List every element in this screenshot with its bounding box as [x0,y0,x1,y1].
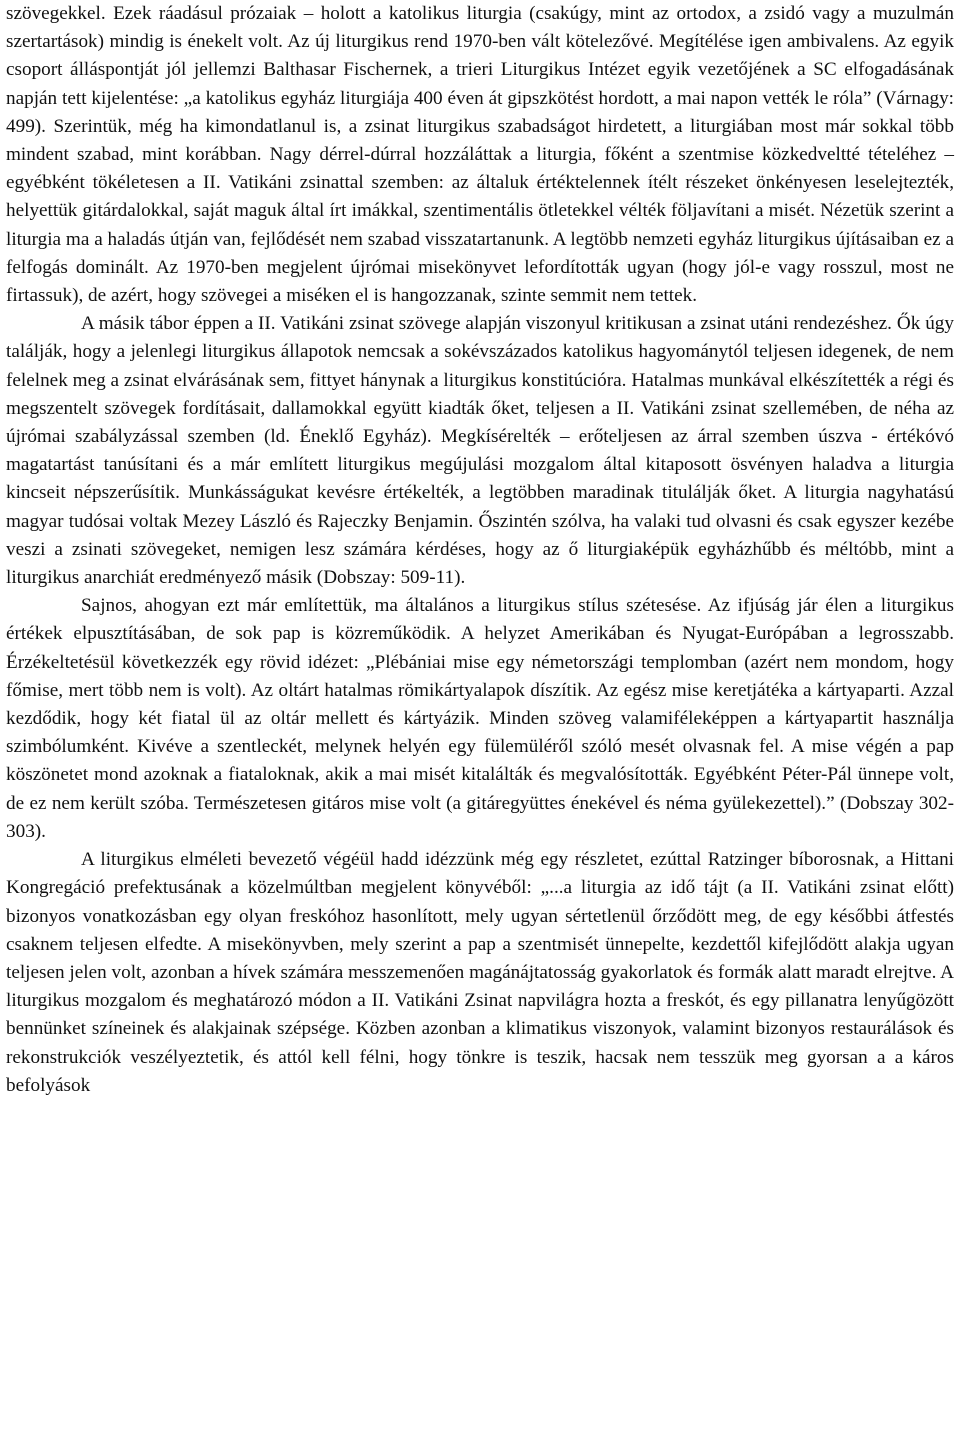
paragraph-2: A másik tábor éppen a II. Vatikáni zsinat szövege alapján viszonyul kritikusan a zsinat utáni rendezéshez. Ők úgy találják, hogy a jelenlegi liturgikus állapotok nemcsak a sokévszázados katolikus hagyománytól teljesen idegenek, de nem felelnek meg a zsinat elvárásának sem, fittyet hánynak a liturgikus konstitúcióra. Hatalmas munkával elkészítették a régi és megszentelt szövegek fordításait, dallamokkal együtt kiadták őket, teljesen a II. Vatikáni zsinat szellemében, de néha az újrómai szabályzással szemben (ld. Éneklő Egyház). Megkísérelték – erőteljesen az árral szemben úszva - értékóvó magatartást tanúsítani és a már említett liturgikus megújulási mozgalom által kitaposott ösvényen haladva a liturgia kincseit népszerűsítik. Munkásságukat kevésre értékelték, a legtöbben maradinak titulálják őket. A liturgia nagyhatású magyar tudósai voltak Mezey László és Rajeczky Benjamin. Őszintén szólva, ha valaki tud olvasni és csak egyszer kezébe veszi a zsinati szövegeket, nemigen lesz számára kérdéses, hogy az ő liturgiaképük egyházhűbb és méltóbb, mint a liturgikus anarchiát eredményező másik (Dobszay: 509-11). [6,313,954,589]
paragraph-3: Sajnos, ahogyan ezt már említettük, ma általános a liturgikus stílus szétesése. Az ifjúság jár élen a liturgikus értékek elpusztításában, de sok pap is közreműködik. A helyzet Amerikában és Nyugat-Európában a legrosszabb. Érzékeltetésül következzék egy rövid idézet: „Plébániai mise egy németországi templomban (azért nem mondom, hogy főmise, mert több nem is volt). Az oltárt hatalmas römikártyalapok díszítik. Az egész mise keretjátéka a kártyaparti. Azzal kezdődik, hogy két fiatal ül az oltár mellett és kártyázik. Minden szöveg valamiféleképpen a kártyapartit használja szimbólumként. Kivéve a szentleckét, melynek helyén egy fülemüléről szóló mesét olvasnak fel. A mise végén a pap köszönetet mond azoknak a fiataloknak, akik a mai misét kitalálták és megvalósították. Egyébként Péter-Pál ünnepe volt, de ez nem került szóba. Természetesen gitáros mise volt (a gitáregyüttes énekével és néma gyülekezettel).” (Dobszay 302-303). [6,595,954,842]
paragraph-1: szövegekkel. Ezek ráadásul prózaiak – holott a katolikus liturgia (csakúgy, mint az ortodox, a zsidó vagy a muzulmán szertartások) mindig is énekelt volt. Az új liturgikus rend 1970-ben vált kötelezővé. Megítélése igen ambivalens. Az egyik csoport álláspontját jól jellemzi Balthasar Fischernek, a trieri Liturgikus Intézet egyik vezetőjének a SC elfogadásának napján tett kijelentése: „a katolikus egyház liturgiája 400 éven át gipszkötést hordott, a mai napon vették le róla” (Várnagy: 499). Szerintük, még ha kimondatlanul is, a zsinat liturgikus szabadságot hirdetett, a liturgiában most már sokkal több mindent szabad, mint korábban. Nagy dérrel-dúrral hozzáláttak a liturgia, főként a szentmise közkedveltté tételéhez – egyébként tökéletesen a II. Vatikáni zsinattal szemben: az általuk értéktelennek ítélt részeket önkényesen leselejtezték, helyettük gitárdalokkal, saját maguk által írt imákkal, szentimentális ötletekkel vélték följavítani a misét. Nézetük szerint a liturgia ma a haladás útján van, fejlődését nem szabad visszatartanunk. A legtöbb nemzeti egyház liturgikus újításaiban ez a felfogás dominált. Az 1970-ben megjelent újrómai misekönyvet lefordították ugyan (hogy jól-e vagy rosszul, most ne firtassuk), de azért, hogy szövegei a miséken el is hangozzanak, szinte semmit nem tettek. [6,3,954,307]
document-page [6,0,954,1100]
paragraph-4: A liturgikus elméleti bevezető végéül hadd idézzünk még egy részletet, ezúttal Ratzinger bíborosnak, a Hittani Kongregáció prefektusának a közelmúltban megjelent könyvéből: „...a liturgia az idő tájt (a II. Vatikáni zsinat előtt) bizonyos vonatkozásban egy olyan freskóhoz hasonlított, mely ugyan sértetlenül őrződött meg, de egy későbbi átfestés csaknem teljesen elfedte. A misekönyvben, mely szerint a pap a szentmisét ünnepelte, kezdettől kifejlődött alakja ugyan teljesen jelen volt, azonban a hívek számára messzemenően magánájtatosság gyakorlatok és formák alatt maradt elrejtve. A liturgikus mozgalom és meghatározó módon a II. Vatikáni Zsinat napvilágra hozta a freskót, és egy pillanatra lenyűgözött bennünket színeinek és alakjainak szépsége. Közben azonban a klimatikus viszonyok, valamint bizonyos restaurálások és rekonstrukciók veszélyeztetik, és attól kell félni, hogy tönkre is teszik, hacsak nem tesszük meg gyorsan a a káros befolyások [6,849,954,1096]
